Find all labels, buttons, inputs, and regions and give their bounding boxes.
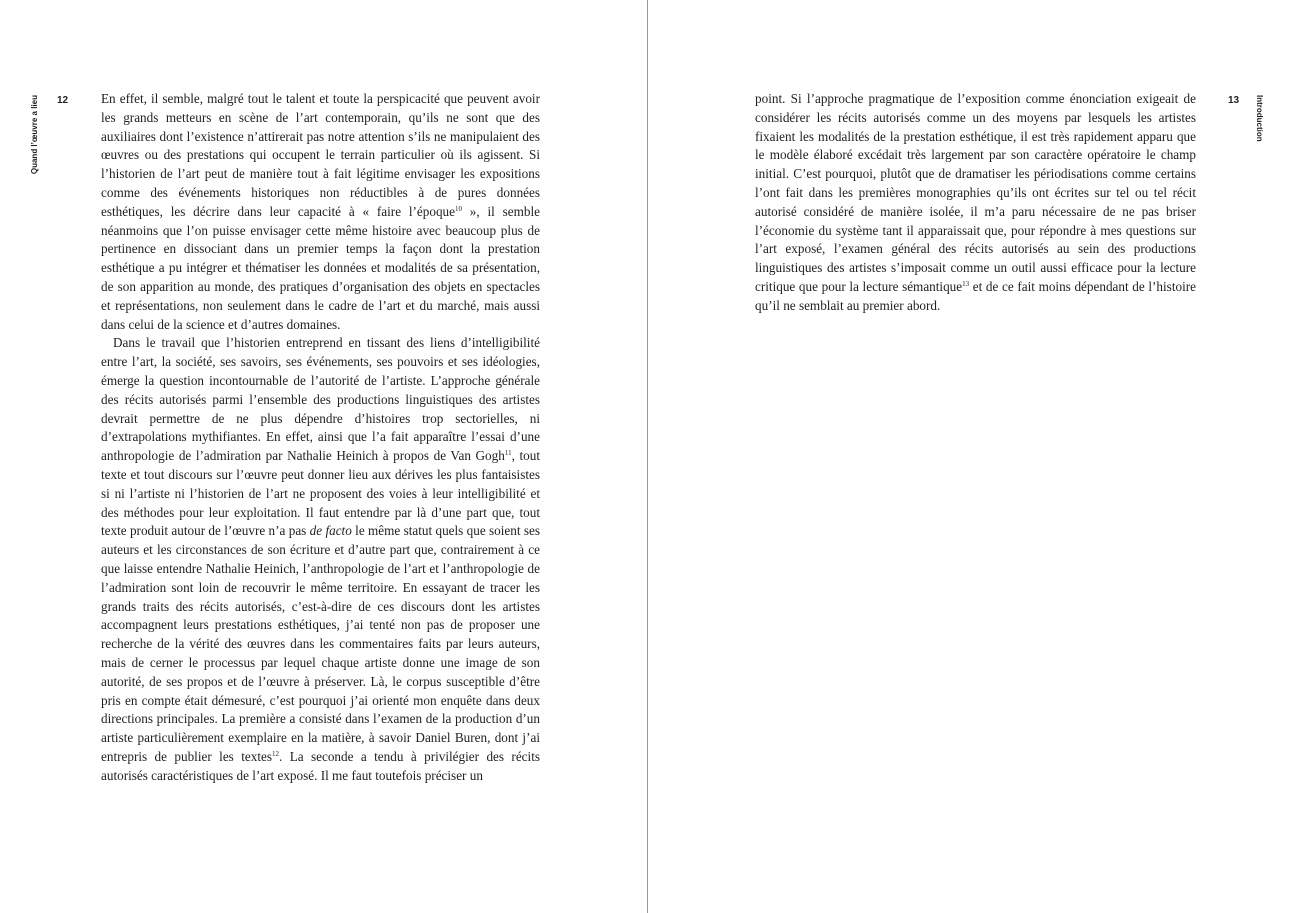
running-head-left: Quand l’œuvre a lieu — [30, 95, 39, 175]
page-number-right: 13 — [1228, 95, 1240, 106]
body-text-left — [101, 90, 540, 785]
running-head-right: Introduction — [1255, 95, 1264, 142]
paragraph: Dans le travail que l’historien entreprend en tissant des liens d’intelligibilité entre l’art, la société, ses savoirs, ses événements, ses pouvoirs et ses idéologies, émerge la question incontournable de l’autorité de l’artiste. L’approche générale des récits autorisés parmi l’ensemble des productions linguistiques des artistes devrait permettre de ne plus dépendre d’histoires trop sectorielles, ni d’extrapolations mythifiantes. En effet, ainsi que l’a fait apparaître l’essai d’une anthropologie de l’admiration par Nathalie Heinich à propos de Van Gogh$^{11}$, tout texte et tout discours sur l’œuvre peut donner lieu aux dérives les plus fantaisistes si ni l’artiste ni l’historien de l’art ne proposent des voies à leur intelligibilité et des méthodes pour leur exploitation. Il faut entendre par là d’une part que, tout texte produit autour de l’œuvre n’a pas de facto le même statut quels que soient ses auteurs et les circonstances de son écriture et d’autre part que, contrairement à ce que laisse entendre Nathalie Heinich, l’anthropologie de l’art et l’anthropologie de l’admiration sont loin de recouvrir le même territoire. En essayant de tracer les grands traits des récits autorisés, c’est-à-dire de ces discours dont les artistes accompagnent leurs prestations esthétiques, j’ai tenté non pas de proposer une recherche de la vérité des œuvres dans les commentaires faits par leurs auteurs, mais de cerner le processus par lequel chaque artiste donne une image de son autorité, de ses propos et de l’œuvre à préserver. Là, le corpus susceptible d’être pris en compte était démesuré, c’est pourquoi j’ai orienté mon enquête dans deux directions principales. La première a consisté dans l’examen de la production d’un artiste particulièrement exemplaire en la matière, à savoir Daniel Buren, dont j’ai entrepris de publier les textes$^{12}$. La seconde a tendu à privilégier des récits autorisés caractéristiques de l’art exposé. Il me faut toutefois préciser un — [101, 335, 540, 783]
footnote-ref[interactable]: 13 — [962, 279, 970, 288]
footnote-ref[interactable]: 10 — [455, 204, 462, 213]
body-text-right — [755, 90, 1196, 316]
page-number-left: 12 — [57, 95, 69, 106]
footnote-ref[interactable]: 11 — [504, 449, 512, 458]
paragraph: En effet, il semble, malgré tout le talent et toute la perspicacité que peuvent avoir les grands metteurs en scène de l’art contemporain, qu’ils ne sont que des auxiliaires dont l’existence n’attirerait pas notre attention s’ils ne manipulaient des œuvres ou des prestations qui occupent le terrain particulier où ils agissent. Si l’historien de l’art peut de manière tout à fait légitime envisager les expositions comme des événements historiques non réductibles à de pures données esthétiques, les décrire dans leur capacité à « faire l’époque$^{10}$ », il semble néanmoins que l’on puisse envisager cette même histoire avec beaucoup plus de pertinence en dissociant dans un premier temps la façon dont la prestation esthétique a pu intégrer et thématiser les données et modalités de sa présentation, de son apparition au monde, des pratiques d’organisation des objets en spectacles et représentations, non seulement dans le cadre de l’art et du marché, mais aussi dans celui de la science et d’autres domaines. — [101, 91, 540, 332]
paragraph: point. Si l’approche pragmatique de l’exposition comme énonciation exigeait de considérer les récits autorisés comme un des moyens par lesquels les artistes fixaient les modalités de la prestation esthétique, il est très rapidement apparu que le modèle élaboré excédait très largement par son caractère opératoire le champ initial. C’est pourquoi, plutôt que de dramatiser les périodisations comme certains l’ont fait dans les premières monographies qu’ils ont écrites sur tel ou tel récit autorisé considéré de manière isolée, il m’a paru nécessaire de ne pas briser l’économie du système tant il apparaissait que, pour répondre à mes questions sur l’art exposé, l’examen général des récits autorisés au sein des productions linguistiques des artistes s’imposait comme un outil aussi efficace pour la lecture critique que pour la lecture sémantique$^{13}$ et de ce fait moins dépendant de l’histoire qu’il ne semblait au premier abord. — [755, 91, 1196, 313]
left-page — [0, 0, 647, 913]
footnote-ref[interactable]: 12 — [271, 749, 279, 758]
